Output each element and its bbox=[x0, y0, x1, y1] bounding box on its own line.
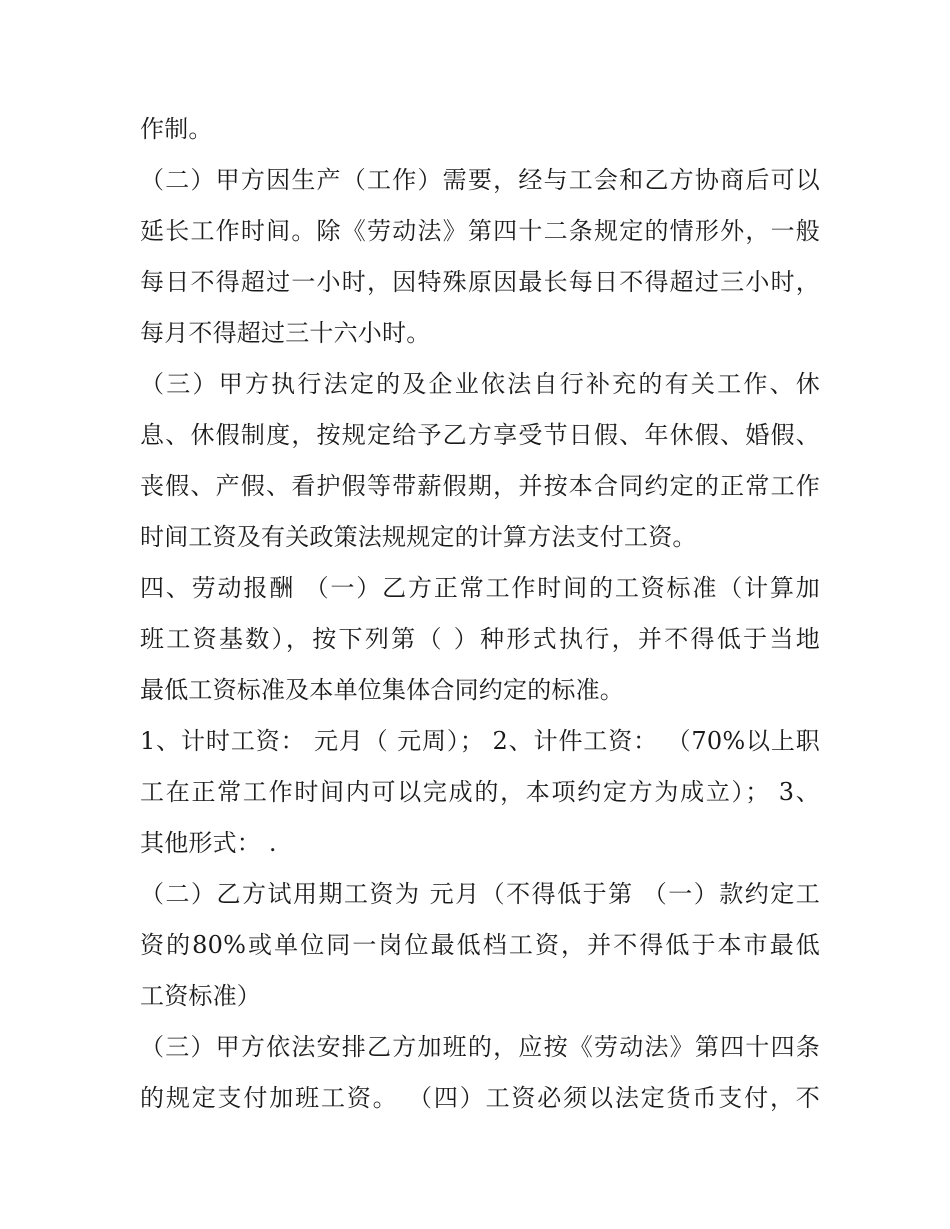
text-line: 1、计时工资： 元月（ 元周）； 2、计件工资： （70%以上职 bbox=[140, 727, 820, 755]
text-line: （二）乙方试用期工资为 元月（不得低于第 （一）款约定工 bbox=[140, 880, 820, 908]
text-line: 的规定支付加班工资。 （四）工资必须以法定货币支付，不 bbox=[140, 1084, 820, 1112]
text-line: （三）甲方执行法定的及企业依法自行补充的有关工作、休 bbox=[140, 370, 820, 398]
document-body bbox=[140, 104, 820, 1124]
text-line: 作制。 bbox=[140, 115, 213, 143]
text-line: 时间工资及有关政策法规规定的计算方法支付工资。 bbox=[140, 523, 697, 551]
text-line: 资的80%或单位同一岗位最低档工资，并不得低于本市最低 bbox=[140, 931, 820, 959]
text-line: 丧假、产假、看护假等带薪假期，并按本合同约定的正常工作 bbox=[140, 472, 820, 500]
text-line: 延长工作时间。除《劳动法》第四十二条规定的情形外，一般 bbox=[140, 217, 820, 245]
text-line: 四、劳动报酬 （一）乙方正常工作时间的工资标准（计算加 bbox=[140, 574, 820, 602]
text-line: （二）甲方因生产（工作）需要，经与工会和乙方协商后可以 bbox=[140, 166, 820, 194]
text-line: 工在正常工作时间内可以完成的，本项约定方为成立）； 3、 bbox=[140, 778, 820, 806]
text-line: 每日不得超过一小时，因特殊原因最长每日不得超过三小时， bbox=[140, 268, 820, 296]
text-line: 工资标准） bbox=[140, 982, 261, 1010]
text-line: 其他形式： . bbox=[140, 829, 277, 857]
text-line: 息、休假制度，按规定给予乙方享受节日假、年休假、婚假、 bbox=[140, 421, 820, 449]
text-line: 最低工资标准及本单位集体合同约定的标准。 bbox=[140, 676, 624, 704]
text-line: 班工资基数），按下列第（ ）种形式执行，并不得低于当地 bbox=[140, 625, 820, 653]
text-line: （三）甲方依法安排乙方加班的，应按《劳动法》第四十四条 bbox=[140, 1033, 820, 1061]
text-line: 每月不得超过三十六小时。 bbox=[140, 319, 431, 347]
